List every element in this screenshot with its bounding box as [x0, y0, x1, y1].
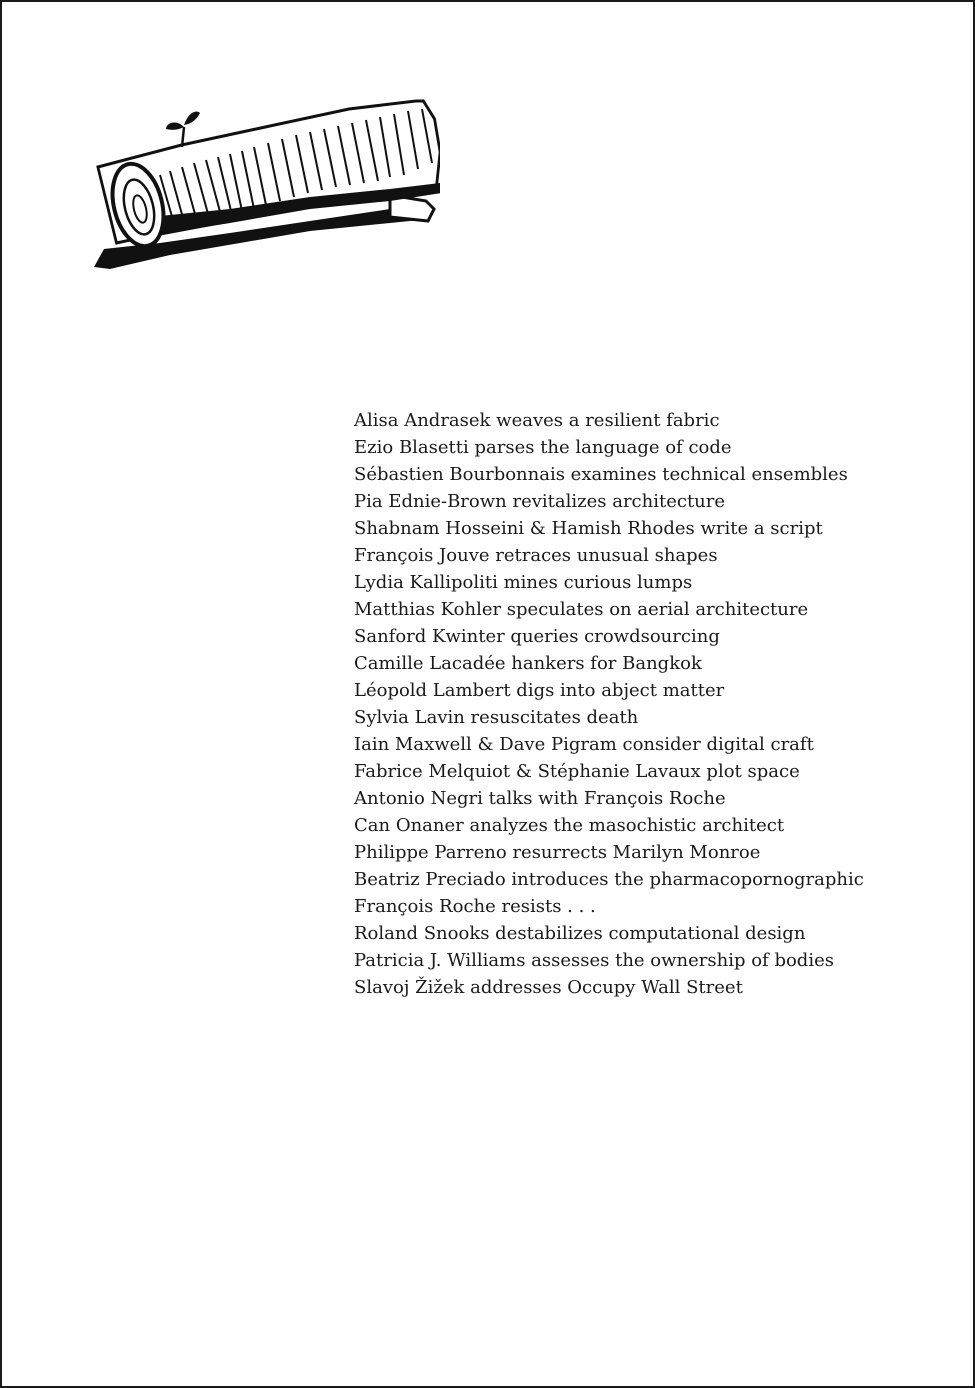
- list-item: Lydia Kallipoliti mines curious lumps: [354, 572, 693, 593]
- list-item: Philippe Parreno resurrects Marilyn Monroe: [354, 842, 761, 863]
- list-item: Sébastien Bourbonnais examines technical ensembles: [354, 464, 848, 485]
- list-item: Ezio Blasetti parses the language of code: [354, 437, 732, 458]
- list-item: Roland Snooks destabilizes computational design: [354, 923, 806, 944]
- list-item: Beatriz Preciado introduces the pharmacopornographic: [354, 869, 864, 890]
- list-item: Sylvia Lavin resuscitates death: [354, 707, 639, 728]
- list-item: Alisa Andrasek weaves a resilient fabric: [354, 410, 720, 431]
- list-item: Léopold Lambert digs into abject matter: [354, 680, 725, 701]
- list-item: François Jouve retraces unusual shapes: [354, 545, 718, 566]
- log-illustration-icon: [90, 97, 440, 277]
- list-item: Shabnam Hosseini & Hamish Rhodes write a script: [354, 518, 823, 539]
- contributor-list: [354, 407, 954, 1001]
- list-item: Sanford Kwinter queries crowdsourcing: [354, 626, 720, 647]
- list-item: Iain Maxwell & Dave Pigram consider digital craft: [354, 734, 814, 755]
- list-item: Slavoj Žižek addresses Occupy Wall Street: [354, 977, 743, 998]
- list-item: Patricia J. Williams assesses the ownership of bodies: [354, 950, 834, 971]
- list-item: François Roche resists . . .: [354, 896, 596, 917]
- list-item: Camille Lacadée hankers for Bangkok: [354, 653, 702, 674]
- list-item: Pia Ednie-Brown revitalizes architecture: [354, 491, 726, 512]
- list-item: Fabrice Melquiot & Stéphanie Lavaux plot space: [354, 761, 800, 782]
- list-item: Antonio Negri talks with François Roche: [354, 788, 726, 809]
- list-item: Matthias Kohler speculates on aerial architecture: [354, 599, 809, 620]
- list-item: Can Onaner analyzes the masochistic architect: [354, 815, 785, 836]
